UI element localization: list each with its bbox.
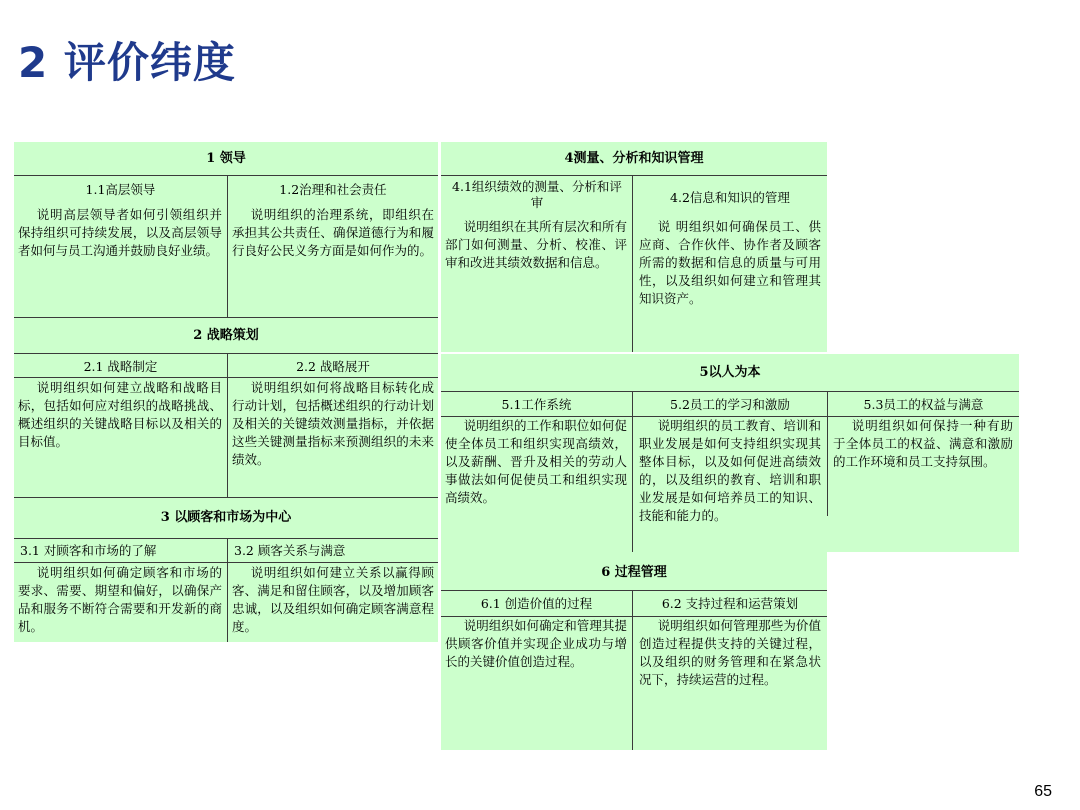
item-title: 4.1组织绩效的测量、分析和评审 — [452, 179, 622, 210]
section-header: 3 以顾客和市场为中心 — [160, 510, 292, 525]
item-desc: 说 明组织如何确保员工、供应商、合作伙伴、协作者及顾客所需的数据和信息的质量与可用性，以及组织如何建立和管理其知识资产。 — [639, 219, 821, 306]
item-title: 2.1 战略制定 — [83, 359, 158, 374]
item-desc: 说明组织如何保持一种有助于全体员工的权益、满意和激励的工作环境和员工支持氛围。 — [833, 418, 1013, 469]
item-title: 2.2 战略展开 — [296, 359, 370, 374]
divider — [441, 590, 827, 591]
section-process — [441, 552, 827, 750]
item-desc: 说明组织如何确定和管理其提供顾客价值并实现企业成功与增长的关键价值创造过程。 — [445, 618, 627, 669]
section-header: 5以人为本 — [699, 365, 761, 380]
section-customer — [14, 497, 438, 642]
item-desc: 说明组织的工作和职位如何促使全体员工和组织实现高绩效，以及薪酬、晋升及相关的劳动人事做法如何促使员工和组织实现高绩效。 — [445, 418, 627, 505]
item-desc: 说明组织如何管理那些为价值创造过程提供支持的关键过程，以及组织的财务管理和在紧急状况下，持续运营的过程。 — [639, 618, 821, 687]
section-strategy — [14, 317, 438, 497]
page-title: 2 评价纬度 — [18, 38, 236, 87]
item-desc: 说明组织如何建立关系以赢得顾客、满足和留住顾客，以及增加顾客忠诚，以及组织如何确定顾客满意程度。 — [232, 565, 434, 634]
section-leadership — [14, 142, 438, 317]
divider — [14, 538, 438, 539]
item-title: 5.1工作系统 — [501, 397, 572, 412]
divider — [14, 353, 438, 354]
divider — [14, 377, 438, 378]
section-header: 1 领导 — [206, 151, 246, 166]
item-title: 6.1 创造价值的过程 — [480, 596, 593, 611]
item-title: 6.2 支持过程和运营策划 — [661, 596, 799, 611]
item-title: 5.2员工的学习和激励 — [670, 397, 790, 412]
item-desc: 说明组织如何将战略目标转化成行动计划，包括概述组织的行动计划及相关的关键绩效测量指标，并依据这些关键测量指标来预测组织的未来绩效。 — [232, 380, 434, 467]
divider — [14, 175, 438, 176]
divider — [441, 175, 827, 176]
item-title: 4.2信息和知识的管理 — [670, 190, 790, 205]
item-title: 3.2 顾客关系与满意 — [234, 543, 346, 558]
divider — [14, 317, 438, 318]
item-desc: 说明组织的治理系统，即组织在承担其公共责任、确保道德行为和履行良好公民义务方面是如何作为的。 — [232, 207, 434, 258]
section-people — [441, 354, 1019, 552]
divider — [227, 538, 228, 642]
divider — [632, 590, 633, 750]
item-title: 1.1高层领导 — [85, 182, 156, 197]
divider — [14, 562, 438, 563]
item-title: 3.1 对顾客和市场的了解 — [20, 543, 157, 558]
item-title: 5.3员工的权益与满意 — [863, 397, 984, 412]
divider — [14, 497, 438, 498]
section-header: 4测量、分析和知识管理 — [564, 151, 704, 166]
item-desc: 说明组织在其所有层次和所有部门如何测量、分析、校准、评审和改进其绩效数据和信息。 — [445, 219, 627, 270]
item-title: 1.2治理和社会责任 — [279, 182, 387, 197]
section-header: 2 战略策划 — [193, 328, 259, 343]
section-header: 6 过程管理 — [601, 565, 667, 580]
item-desc: 说明高层领导者如何引领组织并保持组织可持续发展，以及高层领导者如何与员工沟通并鼓励良好业绩。 — [18, 207, 222, 258]
item-desc: 说明组织如何确定顾客和市场的要求、需要、期望和偏好，以确保产品和服务不断符合需要和开发新的商机。 — [18, 565, 222, 634]
section-measurement — [441, 142, 827, 352]
divider — [441, 391, 1019, 392]
item-desc: 说明组织如何建立战略和战略目标，包括如何应对组织的战略挑战、概述组织的关键战略目标以及相关的目标值。 — [18, 380, 222, 449]
item-desc: 说明组织的员工教育、培训和职业发展是如何支持组织实现其整体目标，以及如何促进高绩效的，以及组织的教育、培训和职业发展是如何培养员工的知识、技能和能力的。 — [639, 418, 821, 523]
page-number: 65 — [1034, 783, 1052, 800]
